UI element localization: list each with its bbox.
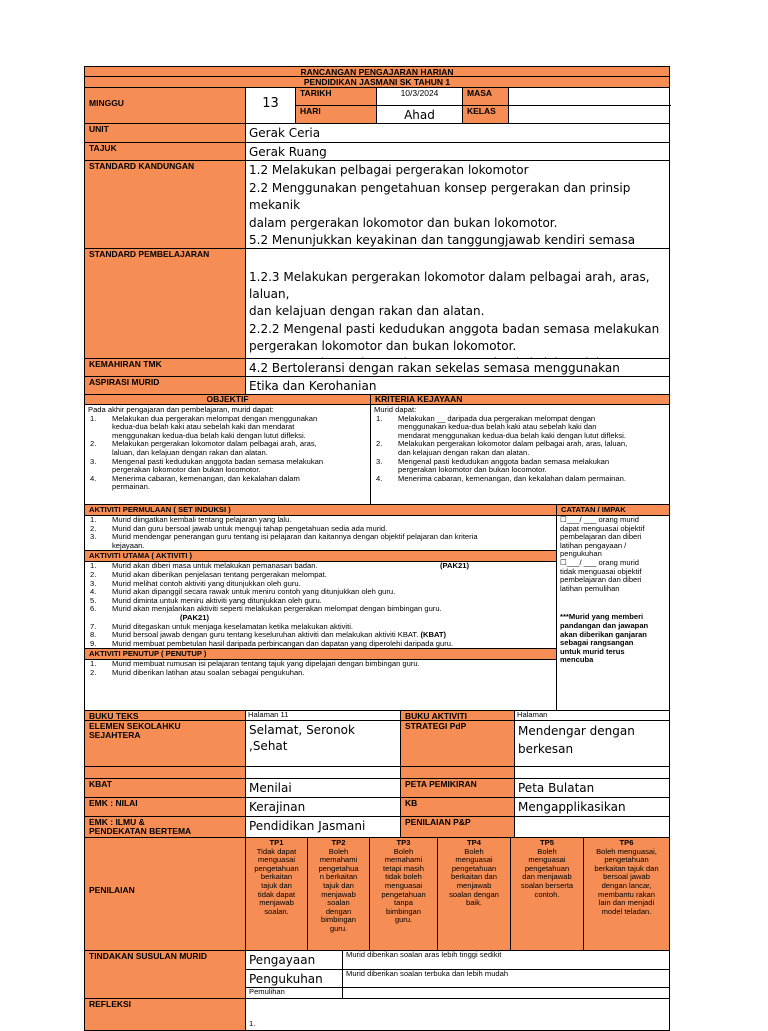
item-line: laluan, dan kelajuan dengan rakan dan alatan. [112, 447, 268, 457]
catatan-line: latihan pemulihan [560, 583, 620, 593]
tp-line: Boleh [537, 846, 557, 856]
buku-aktiviti-label: BUKU AKTIVITI [400, 711, 514, 720]
aspirasi-row [84, 377, 670, 395]
tp-line: berkaitan dan [450, 872, 498, 882]
tp-heading: TP5 [540, 838, 554, 847]
objektif-content [85, 405, 370, 504]
spacer-label-2 [400, 767, 514, 778]
tindakan-label: TINDAKAN SUSULAN MURID [85, 951, 245, 998]
pengayaan-value: Murid diberikan soalan aras lebih tinggi sedikit [342, 951, 669, 970]
tp-heading: TP3 [396, 838, 411, 847]
tajuk-row [84, 143, 670, 161]
label-line: EMK : ILMU & [89, 817, 145, 827]
pengayaan-key: Pengayaan [246, 951, 342, 970]
sk-line: 1.2 Melakukan pelbagai pergerakan lokomotor [249, 163, 529, 177]
elemen-row [84, 721, 670, 767]
penutup-item [88, 669, 553, 678]
tp-line: tajuk dan [261, 880, 292, 890]
item-number: 3. [90, 532, 97, 542]
item-line: kejayaan. [112, 540, 145, 550]
kemahiran-tmk-label: KEMAHIRAN TMK [85, 359, 245, 376]
catatan-line: pengukuhan [560, 549, 602, 559]
kb-label: KB [400, 798, 514, 816]
standard-pembelajaran-row [84, 249, 670, 359]
tp-line: Boleh menguasai, [596, 846, 657, 856]
penilaian-row [84, 838, 670, 951]
catatan-line: untuk murid terus [560, 646, 625, 656]
item-number: 2. [90, 439, 97, 449]
tp2-cell [307, 838, 369, 950]
item-line: Murid melihat contoh aktiviti yang ditunjukkan oleh guru. [112, 578, 301, 588]
tp5-cell [510, 838, 583, 950]
tp-line: menguasai [528, 855, 566, 865]
item-line: Murid diberikan latihan atau soalan sebagai pengukuhan. [112, 667, 305, 677]
unit-value: Gerak Ceria [245, 124, 669, 142]
masa-value [508, 88, 671, 106]
spacer-row [84, 767, 670, 779]
standard-kandungan-row [84, 161, 670, 249]
catatan-line: ☐___/ ___ orang murid [560, 557, 639, 567]
info-block [84, 88, 670, 124]
spacer-cell-2 [514, 767, 669, 778]
tp-heading: TP6 [619, 838, 634, 847]
masa-label: MASA [462, 88, 508, 106]
unit-row [84, 124, 670, 143]
item-line: Murid mendengar penerangan guru tentang isi pelajaran dan kaitannya dengan objektif pelajaran dan kriteria [112, 532, 478, 542]
catatan-line: sebagai rangsangan [560, 638, 634, 648]
plan-title: RANCANGAN PENGAJARAN HARIAN [300, 67, 454, 77]
permulaan-heading: AKTIVITI PERMULAAN ( SET INDUKSI ) [85, 505, 556, 516]
tp-heading: TP2 [331, 838, 346, 847]
item-line: Murid akan diberikan penjelasan tentang pergerakan melompat. [112, 569, 327, 579]
item-line: Melakukan __ daripada dua pergerakan melompat dengan [398, 413, 596, 423]
catatan-heading: CATATAN / IMPAK [557, 505, 669, 516]
standard-kandungan-label: STANDARD KANDUNGAN [85, 161, 245, 248]
hari-label: HARI [296, 106, 376, 123]
item-number: 2. [90, 667, 97, 677]
emk-nilai-value: Kerajinan [245, 798, 400, 816]
item-line: Menerima cabaran, kemenangan, dan kekalahan dalam [112, 473, 300, 483]
item-line: Murid membuat pembetulan hasil daripada perbincangan dan dapatan yang diperolehi daripada guru. [112, 638, 454, 648]
utama-item [88, 605, 553, 622]
item-line: Menerima cabaran, kemenangan, dan kekalahan dalam permainan. [398, 473, 626, 483]
kbat-row [84, 779, 670, 798]
tp-line: tanpa [393, 898, 413, 908]
item-number: 1. [90, 515, 97, 524]
item-number: 2. [90, 523, 97, 533]
catatan-line: dapat menguasai objektif [560, 523, 645, 533]
catatan-block-2 [557, 559, 669, 593]
kriteria-item [374, 458, 666, 475]
item-line: mendarat menggunakan kedua-dua belah kaki dengan lutut difleksi. [398, 430, 626, 440]
sp-line: 2.2.2 Mengenal pasti kedudukan anggota badan semasa melakukan [249, 321, 660, 336]
item-line: Murid diingatkan kembali tentang pelajaran yang lalu. [112, 515, 292, 524]
item-line: pergerakan lokomotor dan bukan locomotor. [112, 465, 261, 475]
kelas-value [508, 106, 671, 123]
item-number: 2. [376, 439, 383, 449]
emk-nilai-row [84, 798, 670, 817]
penutup-heading: AKTIVITI PENUTUP ( PENUTUP ) [85, 648, 556, 660]
objektif-item [88, 440, 367, 457]
kbat-value: Menilai [245, 779, 400, 797]
refleksi-label: REFLEKSI [85, 999, 245, 1030]
tp-line: tetapi masih [383, 863, 424, 873]
objektif-item [88, 458, 367, 475]
kriteria-heading: KRITERIA KEJAYAAN [370, 395, 669, 404]
catatan-line: akan diberikan ganjaran [560, 629, 647, 639]
unit-label: UNIT [85, 124, 245, 142]
kriteria-item [374, 415, 666, 441]
minggu-label: MINGGU [85, 88, 245, 123]
label-line: ELEMEN SEKOLAHKU [89, 721, 181, 731]
tp-line: memahami [319, 855, 358, 865]
minggu-value: 13 [245, 88, 295, 123]
tp-line: dengan [325, 906, 352, 916]
peta-pemikiran-label: PETA PEMIKIRAN [400, 779, 514, 797]
refleksi-content [245, 999, 669, 1030]
plan-subtitle: PENDIDIKAN JASMANI SK TAHUN 1 [303, 77, 451, 87]
tp-line: contoh. [534, 889, 560, 899]
kbat-label: KBAT [85, 779, 245, 797]
item-number: 3. [90, 456, 97, 466]
item-number: 8. [90, 630, 97, 640]
elemen-label [85, 721, 245, 766]
tp-line: Boleh [464, 846, 484, 856]
tp-heading: TP1 [269, 838, 284, 847]
catatan-line: pembelajaran dan diberi [560, 532, 642, 542]
item-line: dan kelajuan dengan rakan dan alatan. [398, 447, 530, 457]
penilaian-label: PENILAIAN [89, 885, 135, 895]
tp4-cell [437, 838, 510, 950]
catatan-note [557, 593, 669, 665]
item-line: Murid akan diberi masa untuk melakukan pemanasan badan. [112, 561, 318, 571]
sk-line: dalam pergerakan lokomotor dan bukan lokomotor. [249, 215, 558, 230]
catatan-line: tidak menguasai objektif [560, 566, 642, 576]
tp-line: berkaitan [260, 872, 293, 882]
kriteria-content [370, 405, 669, 504]
penilaian-pp-label: PENILAIAN P&P [400, 817, 514, 837]
kb-value: Mengapplikasikan [514, 798, 669, 816]
tp-line: baik. [465, 898, 483, 908]
lesson-plan-sheet [84, 66, 670, 1031]
item-number: 7. [90, 621, 97, 631]
tp-line: pengetahuan [451, 863, 497, 873]
tp-line: menjawab [259, 898, 294, 908]
sk-line: 2.2 Menggunakan pengetahuan konsep pergerakan dan prinsip mekanik [249, 180, 631, 212]
buku-teks-value: Halaman 11 [245, 711, 400, 720]
objektif-heading: OBJEKTIF [206, 395, 249, 404]
catatan-line: ***Murid yang memberi [560, 612, 644, 622]
spacer-label [85, 767, 245, 778]
tindakan-row [84, 951, 670, 999]
tp1-cell [245, 838, 307, 950]
utama-heading: AKTIVITI UTAMA ( AKTIVITI ) [85, 550, 556, 562]
tp-line: Boleh [328, 846, 349, 856]
label-line: SEJAHTERA [89, 730, 141, 740]
item-line: Murid dan guru bersoal jawab untuk menguji tahap pengetahuan sedia ada murid. [112, 523, 388, 533]
item-line: kedua-dua belah kaki atau sebelah kaki dan mendarat [112, 422, 295, 432]
pemulihan-value [342, 988, 669, 998]
permulaan-item [88, 533, 553, 550]
info-grid [295, 88, 671, 123]
item-number: 4. [376, 473, 383, 483]
objektif-item [88, 415, 367, 441]
item-line: permainan. [112, 482, 150, 492]
standard-pembelajaran-value [245, 249, 669, 358]
tp-line: menguasai [384, 880, 423, 890]
objektif-intro: Pada akhir pengajaran dan pembelajaran, murid dapat: [88, 405, 274, 414]
catatan-line: mencuba [560, 655, 594, 665]
item-line: Melakukan dua pergerakan melompat dengan menggunakan [112, 413, 318, 423]
sp-line: dan kelajuan dengan rakan dan alatan. [249, 304, 485, 319]
refleksi-item: 1. [249, 1019, 256, 1028]
sp-line [249, 355, 666, 358]
kbat-tag: (KBAT) [420, 630, 447, 640]
item-number: 1. [376, 413, 383, 423]
tp-line: model teladan. [601, 906, 652, 916]
item-line: menggunakan kedua-dua belah kaki atau sebelah kaki dan [398, 422, 597, 432]
tp-line: guru. [394, 915, 413, 925]
tp-line: pengetahuan [381, 889, 426, 899]
sp-line: 1.2.3 Melakukan pergerakan lokomotor dalam pelbagai arah, aras, laluan, [249, 270, 650, 302]
objektif-item [88, 475, 367, 492]
catatan-line: pembelajaran dan diberi [560, 575, 642, 585]
tp-line: soalan. [264, 906, 289, 916]
item-line: Murid akan dipanggil secara rawak untuk meniru contoh yang ditunjukkan oleh guru. [112, 587, 396, 597]
tarikh-value: 10/3/2024 [376, 88, 462, 106]
value-line: berkesan [518, 742, 574, 756]
catatan-line: pandangan dan jawapan [560, 620, 649, 630]
tp-line: guru. [329, 923, 348, 933]
emk-ilmu-label [85, 817, 245, 837]
tp-line: n berkaitan [319, 872, 358, 882]
item-line: Mengenal pasti kedudukan anggota badan semasa melakukan [112, 456, 324, 466]
tp-line: lain dan menjadi [598, 898, 655, 908]
tp-line: tidak dapat [257, 889, 296, 899]
tp-line: soalan dengan [449, 889, 499, 899]
item-line: Murid membuat rumusan isi pelajaran tentang tajuk yang dipelajari dengan bimbingan guru. [112, 659, 420, 669]
tp-line: membantu rakan [598, 889, 655, 899]
tp-line: menguasai [455, 855, 493, 865]
tp-line: tidak boleh [385, 872, 422, 882]
title-row-2 [84, 77, 670, 88]
item-number: 9. [90, 638, 97, 648]
tp-heading: TP4 [467, 838, 481, 847]
buku-teks-row [84, 711, 670, 721]
tp-line: berkaitan tajuk dan [594, 863, 659, 873]
tp-line: pengetahuan [254, 863, 299, 873]
aktiviti-content [85, 505, 556, 710]
item-number: 4. [90, 473, 97, 483]
item-line: menggunakan kedua-dua belah kaki dengan lutut difleksi. [112, 430, 306, 440]
objektif-heading-row [84, 395, 670, 405]
tp-line: bimbingan [385, 906, 422, 916]
item-line: Murid diminta untuk meniru aktiviti yang ditunjukkan oleh guru. [112, 595, 322, 605]
item-number: 3. [376, 456, 383, 466]
item-number: 6. [90, 604, 97, 614]
tp-line: dengan lancar, [601, 880, 652, 890]
item-line: Mengenal pasti kedudukan anggota badan semasa melakukan [398, 456, 610, 466]
tp-line: menguasai [257, 855, 296, 865]
standard-kandungan-value [245, 161, 669, 248]
elemen-value: Selamat, Seronok ,Sehat [245, 721, 400, 766]
objektif-row [84, 405, 670, 505]
strategi-value [514, 721, 669, 766]
catatan-block-1 [557, 516, 669, 559]
tajuk-value: Gerak Ruang [245, 143, 669, 160]
pak21-tag: (PAK21) [180, 612, 209, 622]
pak21-tag: (PAK21) [440, 561, 469, 571]
aktiviti-block [84, 505, 670, 711]
strategi-label: STRATEGI PdP [400, 721, 514, 766]
tp-line: soalan berserta [520, 880, 574, 890]
tp-line: menjawab [321, 889, 356, 899]
tajuk-label: TAJUK [85, 143, 245, 160]
tindakan-grid [245, 951, 669, 998]
emk-ilmu-row [84, 817, 670, 838]
item-number: 2. [90, 569, 97, 579]
tp-line: tajuk dan [323, 880, 354, 890]
tp6-cell [583, 838, 669, 950]
tarikh-label: TARIKH [296, 88, 376, 106]
item-number: 4. [90, 587, 97, 597]
kemahiran-tmk-value: 4.2 Bertoleransi dengan rakan sekelas semasa menggunakan [245, 359, 669, 376]
item-line: Murid akan menjalankan aktiviti seperti melakukan pergerakan melompat dengan bimbingan guru. [112, 604, 442, 614]
tp3-cell [369, 838, 437, 950]
label-line: PENDEKATAN BERTEMA [89, 826, 192, 836]
value-line: Mendengar dengan [518, 724, 635, 738]
tp-line: pengetahuan [604, 855, 649, 865]
tp-line: bimbingan [320, 915, 357, 925]
tp-line: menjawab [456, 880, 492, 890]
buku-aktiviti-value: Halaman [514, 711, 669, 720]
kemahiran-tmk-row [84, 359, 670, 377]
tp-line: dan menjawab [522, 872, 572, 882]
item-line: Melakukan pergerakan lokomotor dalam pelbagai arah, aras, laluan, [398, 439, 628, 449]
item-number: 1. [90, 659, 97, 669]
penilaian-pp-value [514, 817, 669, 837]
refleksi-row [84, 999, 670, 1031]
pengukuhan-value: Murid diberikan soalan terbuka dan lebih mudah [342, 970, 669, 988]
kelas-label: KELAS [462, 106, 508, 123]
item-number: 5. [90, 595, 97, 605]
tp-line: soalan [327, 898, 350, 908]
catatan-column [556, 505, 669, 710]
title-row-1 [84, 66, 670, 77]
emk-ilmu-value: Pendidikan Jasmani [245, 817, 400, 837]
catatan-line: ☐___/ ___ orang murid [560, 515, 639, 524]
item-line: pergerakan lokomotor dan bukan locomotor. [398, 465, 547, 475]
kriteria-intro: Murid dapat: [374, 405, 417, 414]
item-line: Murid ditegaskan untuk menjaga keselamatan ketika melakukan aktiviti. [112, 621, 354, 631]
tp-line: memahami [384, 855, 423, 865]
standard-pembelajaran-label: STANDARD PEMBELAJARAN [85, 249, 245, 358]
aspirasi-value: Etika dan Kerohanian [245, 377, 669, 394]
tp-line: bersoal jawab [603, 872, 650, 882]
kriteria-item [374, 475, 666, 484]
tp-line: Tidak dapat [256, 846, 297, 856]
sp-line: pergerakan lokomotor dan bukan lokomotor. [249, 338, 517, 353]
item-line: Melakukan pergerakan lokomotor dalam pelbagai arah, aras, [112, 439, 317, 449]
item-number: 1. [90, 413, 97, 423]
hari-value: Ahad [376, 106, 462, 123]
peta-pemikiran-value: Peta Bulatan [514, 779, 669, 797]
item-number: 1. [90, 561, 97, 571]
item-number: 3. [90, 578, 97, 588]
kriteria-item [374, 440, 666, 457]
spacer-cell [245, 767, 400, 778]
sk-line: 5.2 Menunjukkan keyakinan dan tanggungjawab kendiri semasa [249, 233, 636, 247]
pengukuhan-key: Pengukuhan [246, 970, 342, 988]
aspirasi-label: ASPIRASI MURID [85, 377, 245, 394]
tp-line: pengetahuan [524, 863, 570, 873]
catatan-line: latihan pengayaan / [560, 540, 627, 550]
emk-nilai-label: EMK : NILAI [85, 798, 245, 816]
item-line: Murid bersoal jawab dengan guru tentang keseluruhan aktiviti dan melakukan aktiviti KBAT. [112, 630, 419, 640]
pemulihan-key: Pemulihan [249, 987, 285, 996]
tp-line: pengetahua [318, 863, 359, 873]
utama-item [88, 640, 553, 649]
tp-line: Boleh [393, 846, 414, 856]
buku-teks-label: BUKU TEKS [85, 711, 245, 720]
